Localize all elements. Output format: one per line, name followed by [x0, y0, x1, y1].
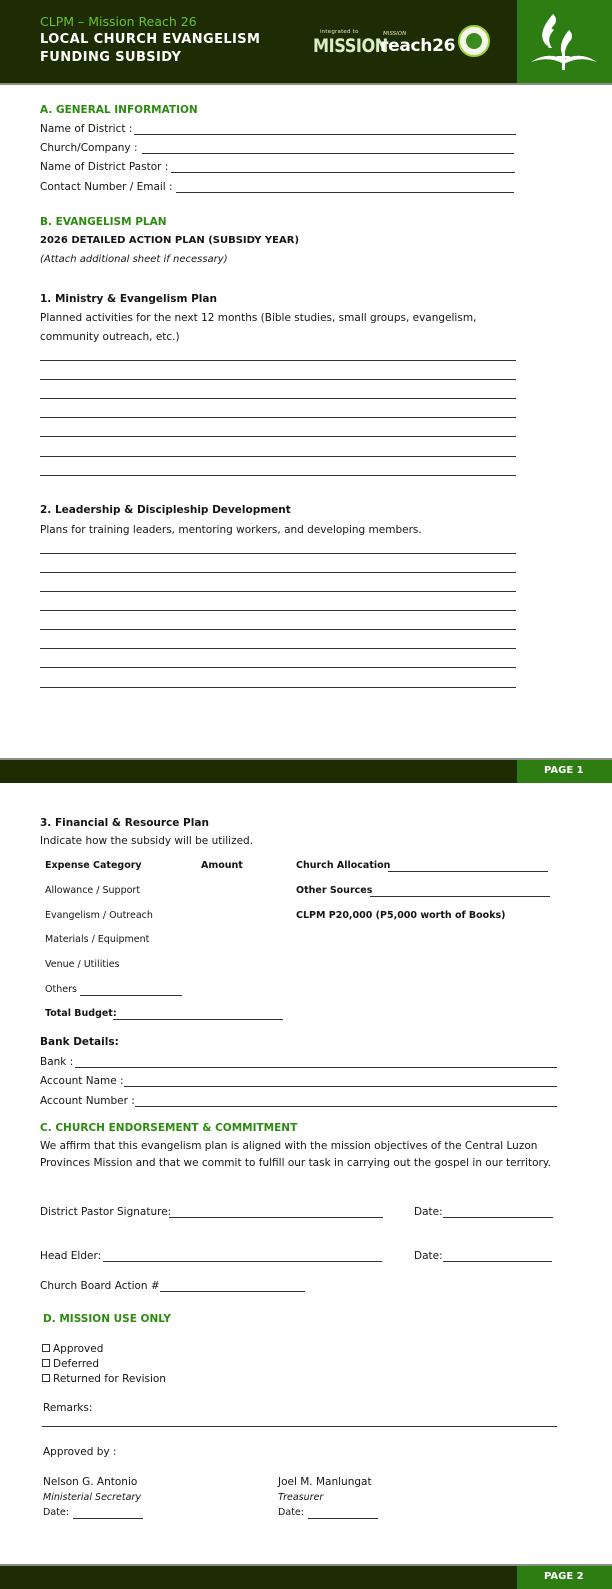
board-action-field[interactable]	[160, 1291, 305, 1292]
section-c-heading: C. CHURCH ENDORSEMENT & COMMITMENT	[40, 1122, 298, 1134]
ministry-plan-desc-2: community outreach, etc.)	[40, 331, 180, 343]
expense-row: Venue / Utilities	[45, 959, 120, 970]
leadership-line[interactable]	[40, 610, 516, 611]
page-1-label: PAGE 1	[544, 765, 584, 776]
account-number-label: Account Number :	[40, 1095, 135, 1107]
others-field[interactable]	[80, 995, 182, 996]
amount-header: Amount	[201, 860, 243, 871]
leadership-line[interactable]	[40, 629, 516, 630]
contact-field[interactable]	[176, 192, 514, 193]
bank-label: Bank :	[40, 1056, 74, 1068]
remarks-field[interactable]	[42, 1426, 557, 1427]
total-budget-label: Total Budget:	[45, 1008, 117, 1019]
ministry-plan-line[interactable]	[40, 417, 516, 418]
other-sources-label: Other Sources	[296, 885, 373, 896]
clpm-note: CLPM P20,000 (P5,000 worth of Books)	[296, 910, 506, 921]
expense-row: Materials / Equipment	[45, 934, 150, 945]
church-company-field[interactable]	[142, 153, 514, 154]
header-divider	[0, 83, 612, 85]
signatory-title: Treasurer	[278, 1492, 324, 1503]
page-2-label: PAGE 2	[544, 1571, 584, 1582]
header-logo-block	[517, 0, 612, 83]
account-name-field[interactable]	[124, 1086, 557, 1087]
mission-reach-logo: reach26	[380, 36, 456, 56]
page-2-footer	[0, 1566, 612, 1589]
financial-plan-title: 3. Financial & Resource Plan	[40, 817, 209, 829]
other-sources-field[interactable]	[370, 896, 550, 897]
district-pastor-label: Name of District Pastor :	[40, 161, 169, 173]
leadership-line[interactable]	[40, 553, 516, 554]
header-subtitle: CLPM – Mission Reach 26	[40, 14, 197, 29]
signatory-date-field[interactable]	[308, 1518, 378, 1519]
ministry-plan-line[interactable]	[40, 475, 516, 476]
approved-label: Approved	[53, 1343, 104, 1355]
bank-details-heading: Bank Details:	[40, 1036, 119, 1048]
section-d-heading: D. MISSION USE ONLY	[43, 1313, 171, 1325]
deferred-option[interactable]	[42, 1358, 99, 1370]
elder-date-field[interactable]	[443, 1261, 552, 1262]
signatory-date-label: Date:	[278, 1507, 304, 1518]
ministry-plan-line[interactable]	[40, 360, 516, 361]
signatory-title: Ministerial Secretary	[43, 1492, 141, 1503]
leadership-line[interactable]	[40, 687, 516, 688]
mission-seal-icon	[458, 25, 490, 57]
checkbox-icon[interactable]	[42, 1374, 50, 1382]
ministry-plan-title: 1. Ministry & Evangelism Plan	[40, 293, 217, 305]
mission-reach-logo-tagline: MISSION	[383, 31, 407, 37]
section-a-heading: A. GENERAL INFORMATION	[40, 104, 198, 116]
header-title-line1: LOCAL CHURCH EVANGELISM	[40, 32, 261, 47]
head-elder-field[interactable]	[103, 1261, 382, 1262]
financial-plan-desc: Indicate how the subsidy will be utilized.	[40, 835, 254, 847]
leadership-line[interactable]	[40, 648, 516, 649]
others-label: Others	[45, 984, 77, 995]
adventist-logo-icon	[517, 0, 612, 83]
pastor-signature-field[interactable]	[169, 1217, 383, 1218]
leadership-title: 2. Leadership & Discipleship Development	[40, 504, 291, 516]
board-action-label: Church Board Action #	[40, 1280, 160, 1292]
returned-label: Returned for Revision	[53, 1373, 166, 1385]
elder-date-label: Date:	[414, 1250, 443, 1262]
expense-row: Evangelism / Outreach	[45, 910, 153, 921]
leadership-line[interactable]	[40, 591, 516, 592]
signatory-name: Joel M. Manlungat	[278, 1476, 372, 1488]
ministry-plan-line[interactable]	[40, 436, 516, 437]
checkbox-icon[interactable]	[42, 1344, 50, 1352]
church-allocation-field[interactable]	[388, 871, 548, 872]
pastor-date-field[interactable]	[443, 1217, 553, 1218]
pastor-signature-label: District Pastor Signature:	[40, 1206, 172, 1218]
ministry-plan-line[interactable]	[40, 456, 516, 457]
district-pastor-field[interactable]	[171, 172, 515, 173]
section-b-heading: B. EVANGELISM PLAN	[40, 216, 167, 228]
approved-option[interactable]	[42, 1343, 103, 1355]
returned-option[interactable]	[42, 1373, 166, 1385]
integrated-mission-logo-tagline: integrated to	[320, 29, 359, 35]
page-1-footer	[0, 760, 612, 783]
approved-by-label: Approved by :	[43, 1446, 117, 1458]
leadership-line[interactable]	[40, 572, 516, 573]
pastor-date-label: Date:	[414, 1206, 443, 1218]
expense-category-header: Expense Category	[45, 860, 142, 871]
bank-field[interactable]	[75, 1067, 557, 1068]
header-title-line2: FUNDING SUBSIDY	[40, 50, 182, 65]
expense-row: Allowance / Support	[45, 885, 141, 896]
ministry-plan-line[interactable]	[40, 379, 516, 380]
leadership-line[interactable]	[40, 667, 516, 668]
district-name-field[interactable]	[134, 134, 516, 135]
account-name-label: Account Name :	[40, 1075, 124, 1087]
action-plan-subheading: 2026 DETAILED ACTION PLAN (SUBSIDY YEAR)	[40, 235, 300, 246]
church-allocation-label: Church Allocation	[296, 860, 391, 871]
ministry-plan-desc-1: Planned activities for the next 12 months (Bible studies, small groups, evangelism,	[40, 312, 477, 324]
checkbox-icon[interactable]	[42, 1359, 50, 1367]
account-number-field[interactable]	[135, 1106, 557, 1107]
contact-label: Contact Number / Email :	[40, 181, 173, 193]
leadership-desc: Plans for training leaders, mentoring workers, and developing members.	[40, 524, 422, 536]
district-name-label: Name of District :	[40, 123, 133, 135]
total-budget-field[interactable]	[113, 1019, 283, 1020]
church-company-label: Church/Company :	[40, 142, 138, 154]
ministry-plan-line[interactable]	[40, 398, 516, 399]
attach-note: (Attach additional sheet if necessary)	[40, 254, 228, 265]
endorsement-text-1: We affirm that this evangelism plan is aligned with the mission objectives of the Central Luzon	[40, 1140, 538, 1152]
integrated-mission-logo: MISSION	[313, 35, 388, 57]
signatory-name: Nelson G. Antonio	[43, 1476, 138, 1488]
endorsement-text-2: Provinces Mission and that we commit to fulfill our task in carrying out the gospel in our territory.	[40, 1157, 551, 1169]
signatory-date-label: Date:	[43, 1507, 69, 1518]
head-elder-label: Head Elder:	[40, 1250, 102, 1262]
remarks-label: Remarks:	[43, 1402, 93, 1414]
signatory-date-field[interactable]	[73, 1518, 143, 1519]
deferred-label: Deferred	[53, 1358, 100, 1370]
